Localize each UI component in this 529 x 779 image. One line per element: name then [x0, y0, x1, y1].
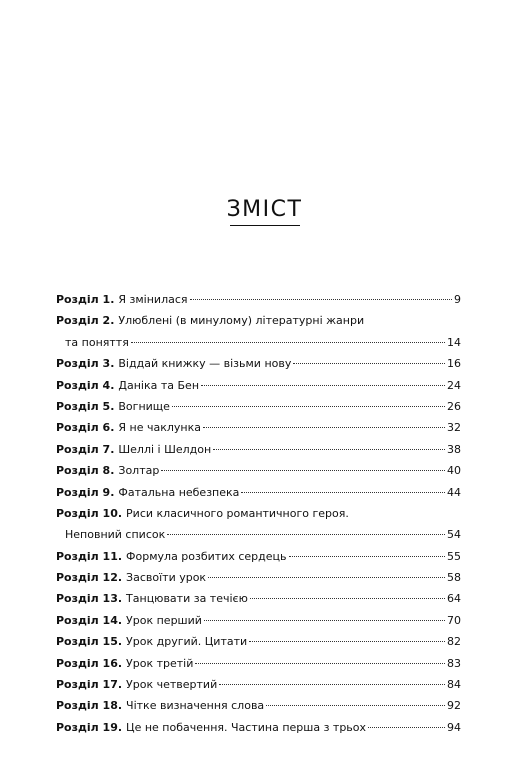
chapter-title: Це не побачення. Частина перша з трьох [126, 720, 367, 734]
page-number: 84 [447, 678, 461, 692]
page-number: 9 [454, 293, 461, 306]
title-underline [230, 225, 300, 226]
toc-entry[interactable] [56, 289, 461, 310]
toc-entry-continued[interactable] [56, 524, 461, 545]
toc-entry[interactable] [56, 695, 461, 716]
chapter-title: Фатальна небезпека [118, 485, 240, 499]
dot-leader [250, 598, 445, 599]
toc-entry[interactable] [56, 310, 461, 331]
toc-entry[interactable] [56, 588, 461, 609]
page-title: ЗМІСТ [226, 197, 303, 222]
page-number: 70 [447, 613, 461, 627]
chapter-title: Вогнище [118, 399, 170, 413]
page-number: 26 [447, 399, 461, 413]
chapter-title: Засвоїти урок [126, 571, 207, 585]
chapter-title: Я змінилася [118, 293, 188, 306]
chapter-title: Даніка та Бен [118, 378, 200, 392]
dot-leader [219, 684, 445, 685]
dot-leader [131, 342, 445, 343]
page-number: 58 [447, 571, 461, 585]
chapter-title: Риси класичного романтичного героя. [126, 506, 349, 520]
chapter-number: Розділ 12. [56, 571, 123, 585]
chapter-title: Чітке визначення слова [126, 699, 265, 713]
chapter-number: Розділ 7. [56, 442, 115, 456]
toc-entry-continued[interactable] [56, 332, 461, 353]
dot-leader [368, 727, 445, 728]
chapter-title: Шеллі і Шелдон [118, 442, 212, 456]
chapter-title: Золтар [118, 464, 160, 478]
chapter-number: Розділ 17. [56, 678, 123, 692]
page-number: 14 [447, 335, 461, 349]
chapter-title: Танцювати за течією [126, 592, 248, 606]
chapter-number: Розділ 5. [56, 399, 115, 413]
chapter-number: Розділ 19. [56, 720, 123, 734]
toc-entry[interactable] [56, 353, 461, 374]
dot-leader [213, 449, 445, 450]
dot-leader [195, 663, 445, 664]
toc-entry[interactable] [56, 482, 461, 503]
toc-entry[interactable] [56, 375, 461, 396]
page-number: 40 [447, 464, 461, 478]
dot-leader [266, 705, 445, 706]
chapter-number: Розділ 14. [56, 613, 123, 627]
chapter-number: Розділ 15. [56, 635, 123, 649]
dot-leader [203, 427, 445, 428]
page-number: 44 [447, 485, 461, 499]
chapter-title: Урок другий. Цитати [126, 635, 248, 649]
chapter-title-continued: Неповний список [65, 528, 166, 542]
page-number: 16 [447, 357, 461, 371]
chapter-title: Формула розбитих сердець [126, 549, 287, 563]
chapter-title: Я не чаклунка [118, 421, 201, 435]
chapter-title-continued: та поняття [65, 335, 129, 349]
chapter-number: Розділ 2. [56, 314, 115, 328]
toc-entry[interactable] [56, 546, 461, 567]
chapter-number: Розділ 11. [56, 549, 123, 563]
chapter-number: Розділ 16. [56, 656, 123, 670]
dot-leader [172, 406, 445, 407]
toc-entry[interactable] [56, 417, 461, 438]
dot-leader [161, 470, 445, 471]
chapter-number: Розділ 10. [56, 506, 123, 520]
chapter-number: Розділ 3. [56, 357, 115, 371]
dot-leader [249, 641, 445, 642]
chapter-title: Віддай книжку — візьми нову [118, 357, 292, 371]
dot-leader [289, 556, 445, 557]
toc-entry[interactable] [56, 439, 461, 460]
page-number: 83 [447, 656, 461, 670]
dot-leader [201, 385, 445, 386]
chapter-number: Розділ 6. [56, 421, 115, 435]
chapter-number: Розділ 1. [56, 293, 115, 306]
page-number: 54 [447, 528, 461, 542]
page-number: 92 [447, 699, 461, 713]
page-number: 32 [447, 421, 461, 435]
toc-entry[interactable] [56, 460, 461, 481]
dot-leader [208, 577, 445, 578]
page-number: 64 [447, 592, 461, 606]
page-number: 94 [447, 720, 461, 734]
chapter-title: Урок перший [126, 613, 202, 627]
chapter-number: Розділ 13. [56, 592, 123, 606]
dot-leader [190, 299, 452, 300]
dot-leader [293, 363, 445, 364]
dot-leader [167, 534, 445, 535]
chapter-number: Розділ 8. [56, 464, 115, 478]
page-number: 24 [447, 378, 461, 392]
chapter-number: Розділ 4. [56, 378, 115, 392]
toc-entry[interactable] [56, 610, 461, 631]
chapter-number: Розділ 9. [56, 485, 115, 499]
toc-entry[interactable] [56, 567, 461, 588]
page-number: 55 [447, 549, 461, 563]
dot-leader [241, 492, 445, 493]
chapter-number: Розділ 18. [56, 699, 123, 713]
toc-entry[interactable] [56, 631, 461, 652]
toc-entry[interactable] [56, 717, 461, 738]
table-of-contents [56, 289, 461, 738]
chapter-title: Улюблені (в минулому) літературні жанри [118, 314, 365, 328]
page-number: 82 [447, 635, 461, 649]
dot-leader [204, 620, 445, 621]
toc-entry[interactable] [56, 503, 461, 524]
toc-entry[interactable] [56, 653, 461, 674]
toc-entry[interactable] [56, 674, 461, 695]
toc-entry[interactable] [56, 396, 461, 417]
chapter-title: Урок четвертий [126, 678, 218, 692]
chapter-title: Урок третій [126, 656, 194, 670]
page-number: 38 [447, 442, 461, 456]
